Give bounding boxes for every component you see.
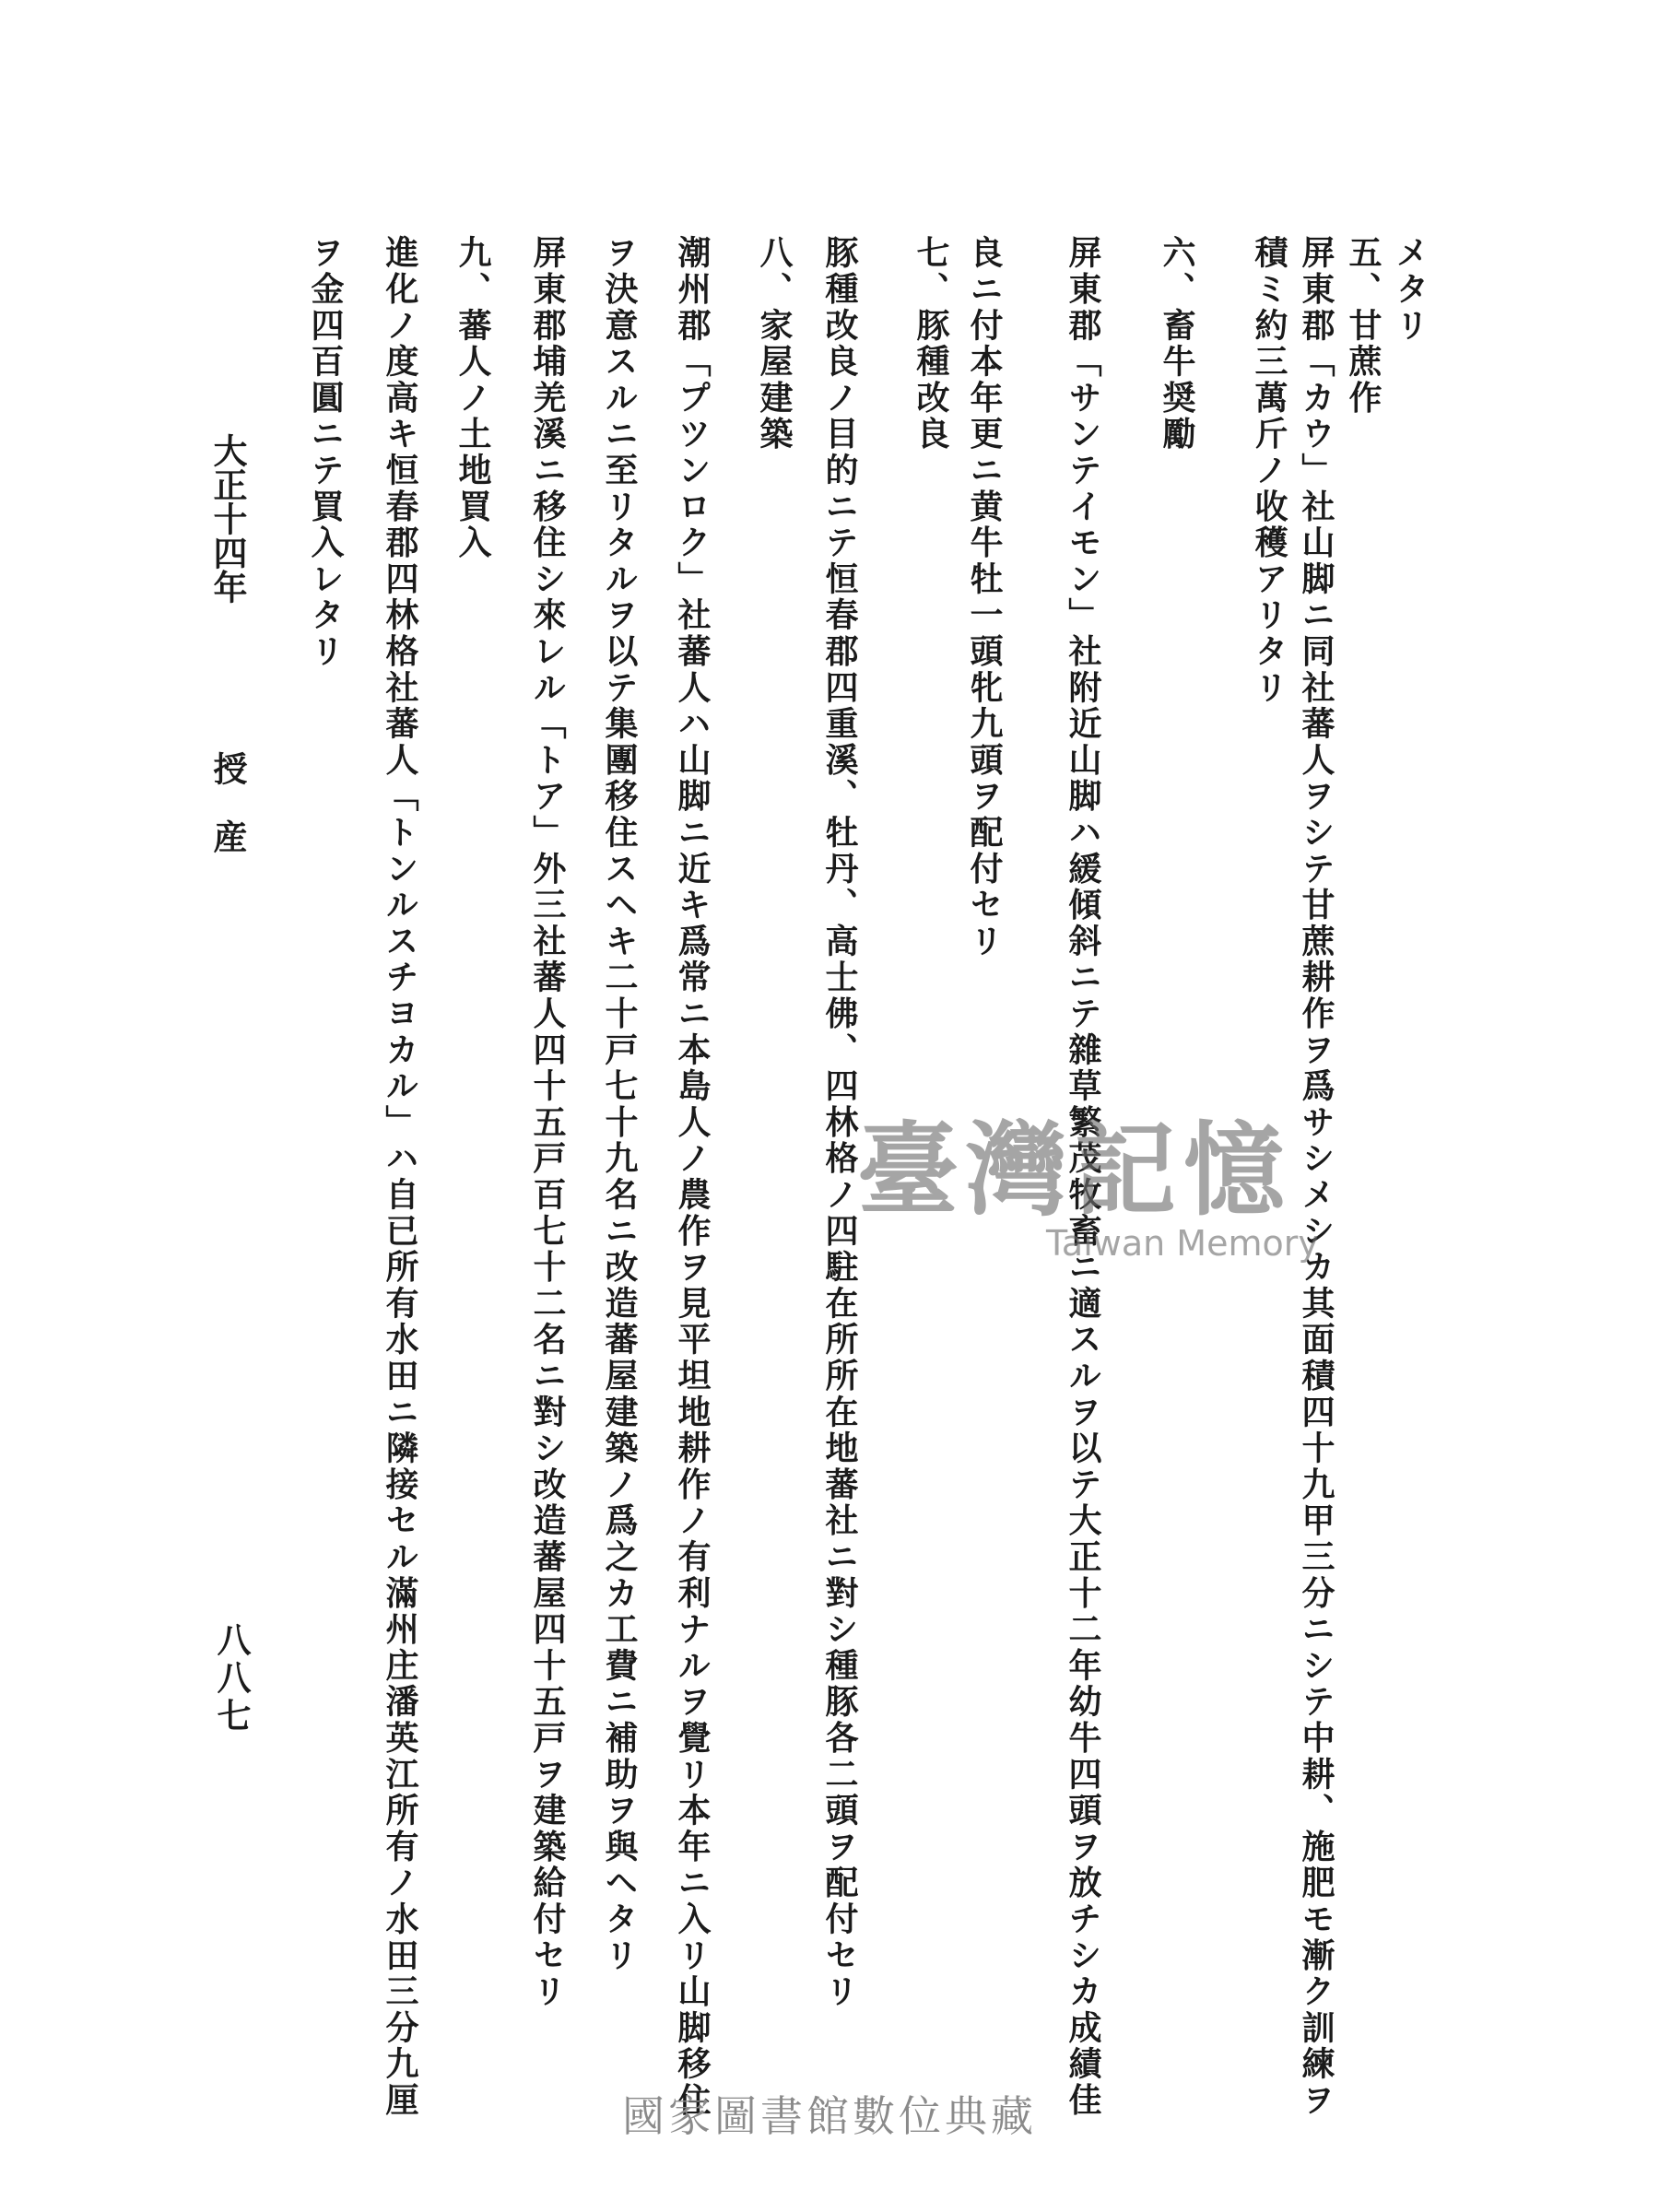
text-column: メタリ [1391,235,1430,344]
text-column: ヲ決意スルニ至リタルヲ以テ集團移住スヘキ二十戸七十九名ニ改造蕃屋建築ノ爲之カ工費ニ補助ヲ與ヘタリ [600,235,639,1974]
text-column: 積ミ約三萬斤ノ收穫アリタリ [1250,235,1288,706]
footer-era: 大正十四年 [207,433,248,604]
watermark-english: Taiwan Memory [1046,1223,1319,1264]
library-credit: 國家圖書館數位典藏 [622,2091,1037,2141]
page-number: 八八七 [211,1622,252,1735]
text-column: 屏東郡「サンテイモン」社附近山脚ハ緩傾斜ニテ雜草繁茂牧畜ニ適スルヲ以テ大正十二年幼牛四頭ヲ放チシカ成績佳 [1064,235,1102,2119]
text-column: ヲ金四百圓ニテ買入レタリ [306,235,345,670]
text-column: 潮州郡「プツンロク」社蕃人ハ山脚ニ近キ爲常ニ本島人ノ農作ヲ見平坦地耕作ノ有利ナルヲ覺リ本年ニ入リ山脚移住 [673,235,712,2119]
section-heading: 七、豚種改良 [912,235,950,453]
text-column: 豚種改良ノ目的ニテ恒春郡四重溪、牡丹、高士佛、四林格ノ四駐在所所在地蕃社ニ對シ種豚各二頭ヲ配付セリ [820,235,859,2010]
footer-subject: 授 産 [207,751,248,853]
section-heading: 九、蕃人ノ土地買入 [453,235,492,561]
text-column: 進化ノ度高キ恒春郡四林格社蕃人「トンルスチヨカル」ハ自已所有水田ニ隣接セル滿州庄潘英江所有ノ水田三分九厘 [381,235,419,2119]
section-heading: 五、甘蔗作 [1344,235,1382,417]
section-heading: 八、家屋建築 [755,235,794,453]
section-heading: 六、畜牛奨勵 [1158,235,1196,453]
text-column: 屏東郡埔羌溪ニ移住シ來レル「トア」外三社蕃人四十五戸百七十二名ニ對シ改造蕃屋四十五戸ヲ建築給付セリ [528,235,567,2010]
text-column: 良ニ付本年更ニ黄牛牡一頭牝九頭ヲ配付セリ [965,235,1004,959]
text-column: 屏東郡「カウ」社山脚ニ同社蕃人ヲシテ甘蔗耕作ヲ爲サシメシカ其面積四十九甲三分ニシテ中耕、施肥モ漸ク訓練ヲ [1297,235,1335,2119]
watermark-chinese: 臺灣記憶 [857,1111,1292,1230]
